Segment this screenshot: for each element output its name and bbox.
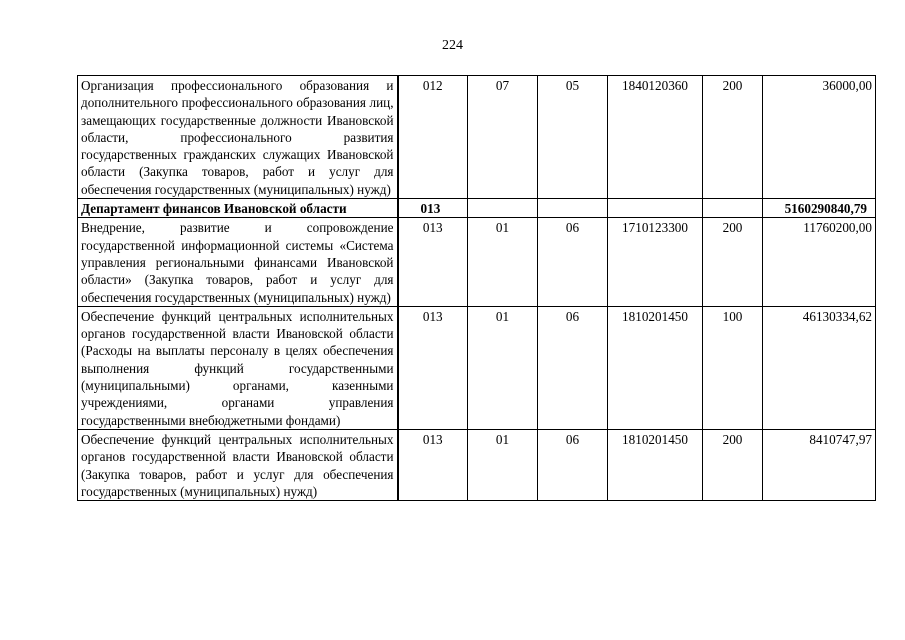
ministry-code: 013 [398, 429, 468, 500]
target-article-code: 1810201450 [608, 306, 703, 429]
row-description: Обеспечение функций центральных исполнительных органов государственной власти Ивановской области (Расходы на выплаты персоналу в целях обеспечения выполнения функций государственными (муниципальными) органами, казенными учреждениями, органами управления государственными внебюджетными фондами) [78, 306, 398, 429]
subsection-code [538, 199, 608, 218]
amount-value: 8410747,97 [763, 429, 876, 500]
section-code [468, 199, 538, 218]
section-code: 01 [468, 306, 538, 429]
target-article-code: 1840120360 [608, 76, 703, 199]
expense-type-code: 200 [703, 218, 763, 306]
expense-type-code [703, 199, 763, 218]
target-article-code [608, 199, 703, 218]
subsection-code: 05 [538, 76, 608, 199]
target-article-code: 1810201450 [608, 429, 703, 500]
amount-value: 11760200,00 [763, 218, 876, 306]
amount-value: 5160290840,79 [763, 199, 876, 218]
amount-value: 36000,00 [763, 76, 876, 199]
section-code: 01 [468, 218, 538, 306]
ministry-code: 013 [398, 199, 468, 218]
row-description: Обеспечение функций центральных исполнительных органов государственной власти Ивановской области (Закупка товаров, работ и услуг для обеспечения государственных (муниципальных) нужд) [78, 429, 398, 500]
table-row [78, 306, 876, 429]
expense-type-code: 200 [703, 76, 763, 199]
table-row [78, 76, 876, 199]
row-description: Департамент финансов Ивановской области [78, 199, 398, 218]
subsection-code: 06 [538, 429, 608, 500]
page-number: 224 [442, 38, 463, 53]
ministry-code: 013 [398, 218, 468, 306]
subsection-code: 06 [538, 218, 608, 306]
budget-table [77, 75, 876, 501]
table-row [78, 199, 876, 218]
ministry-code: 013 [398, 306, 468, 429]
expense-type-code: 100 [703, 306, 763, 429]
section-code: 01 [468, 429, 538, 500]
row-description: Внедрение, развитие и сопровождение государственной информационной системы «Система управления региональными финансами Ивановской области» (Закупка товаров, работ и услуг для обеспечения государственных (муниципальных) нужд) [78, 218, 398, 306]
target-article-code: 1710123300 [608, 218, 703, 306]
row-description: Организация профессионального образования и дополнительного профессионального образования лиц, замещающих государственные должности Ивановской области, профессионального развития государственных гражданских служащих Ивановской области (Закупка товаров, работ и услуг для обеспечения государственных (муниципальных) нужд) [78, 76, 398, 199]
table-row [78, 218, 876, 306]
ministry-code: 012 [398, 76, 468, 199]
table-row [78, 429, 876, 500]
subsection-code: 06 [538, 306, 608, 429]
section-code: 07 [468, 76, 538, 199]
expense-type-code: 200 [703, 429, 763, 500]
amount-value: 46130334,62 [763, 306, 876, 429]
